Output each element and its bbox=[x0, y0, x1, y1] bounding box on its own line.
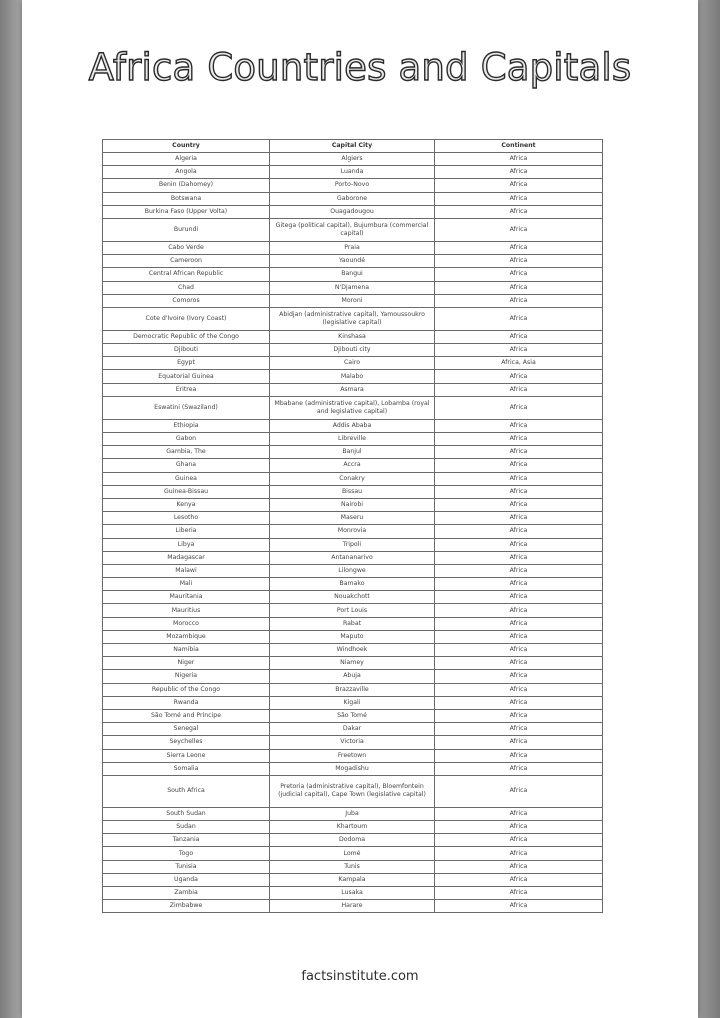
capital-cell: Gaborone bbox=[270, 192, 435, 205]
country-cell: Zimbabwe bbox=[103, 900, 270, 913]
country-cell: South Africa bbox=[103, 775, 270, 807]
capital-cell: Kampala bbox=[270, 873, 435, 886]
table-row bbox=[103, 419, 603, 432]
table-row bbox=[103, 512, 603, 525]
table-row bbox=[103, 205, 603, 218]
capital-cell: Port Louis bbox=[270, 604, 435, 617]
country-cell: Cameroon bbox=[103, 255, 270, 268]
table-row bbox=[103, 433, 603, 446]
continent-cell: Africa bbox=[435, 900, 603, 913]
country-cell: Senegal bbox=[103, 723, 270, 736]
table-row bbox=[103, 498, 603, 511]
capital-cell: São Tomé bbox=[270, 709, 435, 722]
table-row bbox=[103, 821, 603, 834]
country-cell: Comoros bbox=[103, 294, 270, 307]
continent-cell: Africa bbox=[435, 218, 603, 241]
capital-cell: Kigali bbox=[270, 696, 435, 709]
capital-cell: Lusaka bbox=[270, 887, 435, 900]
table-row bbox=[103, 344, 603, 357]
table-row bbox=[103, 383, 603, 396]
continent-cell: Africa bbox=[435, 821, 603, 834]
continent-cell: Africa bbox=[435, 630, 603, 643]
table-row bbox=[103, 887, 603, 900]
continent-cell: Africa bbox=[435, 485, 603, 498]
table-row bbox=[103, 644, 603, 657]
capital-cell: Nouakchott bbox=[270, 591, 435, 604]
table-row bbox=[103, 749, 603, 762]
continent-cell: Africa bbox=[435, 834, 603, 847]
table-row bbox=[103, 192, 603, 205]
capital-cell: Mbabane (administrative capital), Lobamba (royal and legislative capital) bbox=[270, 396, 435, 419]
capital-cell: Windhoek bbox=[270, 644, 435, 657]
continent-cell: Africa bbox=[435, 446, 603, 459]
country-cell: South Sudan bbox=[103, 807, 270, 820]
country-cell: Guinea-Bissau bbox=[103, 485, 270, 498]
capital-cell: Libreville bbox=[270, 433, 435, 446]
continent-cell: Africa bbox=[435, 807, 603, 820]
capital-cell: Harare bbox=[270, 900, 435, 913]
continent-cell: Africa bbox=[435, 657, 603, 670]
continent-cell: Africa bbox=[435, 459, 603, 472]
continent-cell: Africa bbox=[435, 179, 603, 192]
continent-cell: Africa bbox=[435, 512, 603, 525]
table-body bbox=[103, 153, 603, 913]
table-row bbox=[103, 762, 603, 775]
table-row bbox=[103, 357, 603, 370]
capital-cell: Conakry bbox=[270, 472, 435, 485]
continent-cell: Africa bbox=[435, 383, 603, 396]
capital-cell: Cairo bbox=[270, 357, 435, 370]
continent-cell: Africa bbox=[435, 205, 603, 218]
capital-cell: Malabo bbox=[270, 370, 435, 383]
capital-cell: Asmara bbox=[270, 383, 435, 396]
continent-cell: Africa bbox=[435, 847, 603, 860]
header-country: Country bbox=[103, 140, 270, 153]
country-cell: Sierra Leone bbox=[103, 749, 270, 762]
table-row bbox=[103, 657, 603, 670]
country-cell: Burkina Faso (Upper Volta) bbox=[103, 205, 270, 218]
continent-cell: Africa bbox=[435, 709, 603, 722]
continent-cell: Africa bbox=[435, 268, 603, 281]
country-cell: Lesotho bbox=[103, 512, 270, 525]
table-row bbox=[103, 564, 603, 577]
capital-cell: Khartoum bbox=[270, 821, 435, 834]
country-cell: Algeria bbox=[103, 153, 270, 166]
country-cell: Seychelles bbox=[103, 736, 270, 749]
country-cell: Benin (Dahomey) bbox=[103, 179, 270, 192]
continent-cell: Africa bbox=[435, 617, 603, 630]
country-cell: Niger bbox=[103, 657, 270, 670]
country-cell: Gabon bbox=[103, 433, 270, 446]
continent-cell: Africa bbox=[435, 591, 603, 604]
capital-cell: Mogadishu bbox=[270, 762, 435, 775]
table-row bbox=[103, 723, 603, 736]
capital-cell: Lilongwe bbox=[270, 564, 435, 577]
capital-cell: Praia bbox=[270, 241, 435, 254]
capital-cell: Banjul bbox=[270, 446, 435, 459]
continent-cell: Africa bbox=[435, 860, 603, 873]
continent-cell: Africa bbox=[435, 419, 603, 432]
country-cell: Democratic Republic of the Congo bbox=[103, 330, 270, 343]
capital-cell: Moroni bbox=[270, 294, 435, 307]
continent-cell: Africa bbox=[435, 281, 603, 294]
country-cell: Namibia bbox=[103, 644, 270, 657]
country-cell: Libya bbox=[103, 538, 270, 551]
country-cell: Cabo Verde bbox=[103, 241, 270, 254]
country-cell: Kenya bbox=[103, 498, 270, 511]
continent-cell: Africa bbox=[435, 370, 603, 383]
page-title: Africa Countries and Capitals bbox=[88, 46, 632, 89]
country-cell: Liberia bbox=[103, 525, 270, 538]
continent-cell: Africa bbox=[435, 538, 603, 551]
continent-cell: Africa bbox=[435, 670, 603, 683]
continent-cell: Africa bbox=[435, 723, 603, 736]
table-row bbox=[103, 900, 603, 913]
capital-cell: Bangui bbox=[270, 268, 435, 281]
capital-cell: Gitega (political capital), Bujumbura (commercial capital) bbox=[270, 218, 435, 241]
document-page bbox=[22, 0, 698, 1018]
table-header-row bbox=[103, 140, 603, 153]
table-row bbox=[103, 775, 603, 807]
continent-cell: Africa bbox=[435, 255, 603, 268]
table-row bbox=[103, 525, 603, 538]
capital-cell: Antananarivo bbox=[270, 551, 435, 564]
table-row bbox=[103, 617, 603, 630]
table-row bbox=[103, 630, 603, 643]
table-row bbox=[103, 446, 603, 459]
table-row bbox=[103, 670, 603, 683]
continent-cell: Africa bbox=[435, 330, 603, 343]
capital-cell: Maseru bbox=[270, 512, 435, 525]
capital-cell: Addis Ababa bbox=[270, 419, 435, 432]
country-cell: Guinea bbox=[103, 472, 270, 485]
country-cell: Tunisia bbox=[103, 860, 270, 873]
table-row bbox=[103, 307, 603, 330]
continent-cell: Africa bbox=[435, 578, 603, 591]
table-row bbox=[103, 281, 603, 294]
table-row bbox=[103, 218, 603, 241]
capital-cell: Juba bbox=[270, 807, 435, 820]
country-cell: Equatorial Guinea bbox=[103, 370, 270, 383]
country-cell: Togo bbox=[103, 847, 270, 860]
table-row bbox=[103, 873, 603, 886]
capital-cell: Maputo bbox=[270, 630, 435, 643]
continent-cell: Africa bbox=[435, 604, 603, 617]
table-row bbox=[103, 396, 603, 419]
country-cell: Angola bbox=[103, 166, 270, 179]
continent-cell: Africa bbox=[435, 564, 603, 577]
capital-cell: Brazzaville bbox=[270, 683, 435, 696]
capital-cell: Abuja bbox=[270, 670, 435, 683]
continent-cell: Africa bbox=[435, 762, 603, 775]
country-cell: Somalia bbox=[103, 762, 270, 775]
table-row bbox=[103, 736, 603, 749]
country-cell: Tanzania bbox=[103, 834, 270, 847]
country-cell: Chad bbox=[103, 281, 270, 294]
country-cell: Mauritius bbox=[103, 604, 270, 617]
capital-cell: Bissau bbox=[270, 485, 435, 498]
capital-cell: Tunis bbox=[270, 860, 435, 873]
country-cell: São Tomé and Príncipe bbox=[103, 709, 270, 722]
table-row bbox=[103, 578, 603, 591]
capital-cell: Monrovia bbox=[270, 525, 435, 538]
country-cell: Republic of the Congo bbox=[103, 683, 270, 696]
country-cell: Zambia bbox=[103, 887, 270, 900]
table-row bbox=[103, 459, 603, 472]
capital-cell: Djibouti city bbox=[270, 344, 435, 357]
footer-website: factsinstitute.com bbox=[301, 969, 419, 984]
table-row bbox=[103, 860, 603, 873]
countries-table bbox=[102, 139, 603, 913]
continent-cell: Africa bbox=[435, 192, 603, 205]
continent-cell: Africa bbox=[435, 644, 603, 657]
table-row bbox=[103, 709, 603, 722]
continent-cell: Africa bbox=[435, 873, 603, 886]
capital-cell: Bamako bbox=[270, 578, 435, 591]
capital-cell: Lomé bbox=[270, 847, 435, 860]
table-row bbox=[103, 255, 603, 268]
country-cell: Eritrea bbox=[103, 383, 270, 396]
table-row bbox=[103, 179, 603, 192]
table-row bbox=[103, 847, 603, 860]
country-cell: Mauritania bbox=[103, 591, 270, 604]
capital-cell: Pretoria (administrative capital), Bloemfontein (judicial capital), Cape Town (legislative capital) bbox=[270, 775, 435, 807]
country-cell: Mali bbox=[103, 578, 270, 591]
country-cell: Malawi bbox=[103, 564, 270, 577]
capital-cell: N'Djamena bbox=[270, 281, 435, 294]
country-cell: Ghana bbox=[103, 459, 270, 472]
capital-cell: Yaoundé bbox=[270, 255, 435, 268]
continent-cell: Africa bbox=[435, 887, 603, 900]
country-cell: Gambia, The bbox=[103, 446, 270, 459]
continent-cell: Africa bbox=[435, 344, 603, 357]
table-row bbox=[103, 241, 603, 254]
table-row bbox=[103, 834, 603, 847]
capital-cell: Algiers bbox=[270, 153, 435, 166]
country-cell: Botswana bbox=[103, 192, 270, 205]
continent-cell: Africa bbox=[435, 307, 603, 330]
country-cell: Cote d'Ivoire (Ivory Coast) bbox=[103, 307, 270, 330]
capital-cell: Accra bbox=[270, 459, 435, 472]
table-row bbox=[103, 294, 603, 307]
country-cell: Rwanda bbox=[103, 696, 270, 709]
country-cell: Central African Republic bbox=[103, 268, 270, 281]
continent-cell: Africa bbox=[435, 396, 603, 419]
capital-cell: Victoria bbox=[270, 736, 435, 749]
capital-cell: Nairobi bbox=[270, 498, 435, 511]
table-row bbox=[103, 166, 603, 179]
continent-cell: Africa bbox=[435, 433, 603, 446]
table-row bbox=[103, 268, 603, 281]
country-cell: Djibouti bbox=[103, 344, 270, 357]
continent-cell: Africa bbox=[435, 551, 603, 564]
continent-cell: Africa bbox=[435, 166, 603, 179]
capital-cell: Tripoli bbox=[270, 538, 435, 551]
capital-cell: Dodoma bbox=[270, 834, 435, 847]
capital-cell: Porto-Novo bbox=[270, 179, 435, 192]
country-cell: Nigeria bbox=[103, 670, 270, 683]
table-row bbox=[103, 604, 603, 617]
capital-cell: Freetown bbox=[270, 749, 435, 762]
continent-cell: Africa bbox=[435, 241, 603, 254]
capital-cell: Abidjan (administrative capital), Yamoussoukro (legislative capital) bbox=[270, 307, 435, 330]
continent-cell: Africa bbox=[435, 749, 603, 762]
continent-cell: Africa bbox=[435, 294, 603, 307]
capital-cell: Dakar bbox=[270, 723, 435, 736]
country-cell: Ethiopia bbox=[103, 419, 270, 432]
continent-cell: Africa bbox=[435, 696, 603, 709]
continent-cell: Africa bbox=[435, 498, 603, 511]
continent-cell: Africa bbox=[435, 525, 603, 538]
continent-cell: Africa bbox=[435, 736, 603, 749]
table-row bbox=[103, 538, 603, 551]
capital-cell: Luanda bbox=[270, 166, 435, 179]
capital-cell: Niamey bbox=[270, 657, 435, 670]
table-row bbox=[103, 472, 603, 485]
table-row bbox=[103, 696, 603, 709]
country-cell: Sudan bbox=[103, 821, 270, 834]
capital-cell: Rabat bbox=[270, 617, 435, 630]
country-cell: Morocco bbox=[103, 617, 270, 630]
table-row bbox=[103, 370, 603, 383]
table-row bbox=[103, 591, 603, 604]
continent-cell: Africa bbox=[435, 472, 603, 485]
table-row bbox=[103, 330, 603, 343]
country-cell: Burundi bbox=[103, 218, 270, 241]
continent-cell: Africa bbox=[435, 775, 603, 807]
country-cell: Egypt bbox=[103, 357, 270, 370]
table-row bbox=[103, 683, 603, 696]
table-row bbox=[103, 485, 603, 498]
capital-cell: Ouagadougou bbox=[270, 205, 435, 218]
table-row bbox=[103, 153, 603, 166]
header-continent: Continent bbox=[435, 140, 603, 153]
capital-cell: Kinshasa bbox=[270, 330, 435, 343]
country-cell: Eswatini (Swaziland) bbox=[103, 396, 270, 419]
continent-cell: Africa bbox=[435, 153, 603, 166]
country-cell: Mozambique bbox=[103, 630, 270, 643]
table-row bbox=[103, 551, 603, 564]
table-row bbox=[103, 807, 603, 820]
country-cell: Uganda bbox=[103, 873, 270, 886]
country-cell: Madagascar bbox=[103, 551, 270, 564]
header-capital-city: Capital City bbox=[270, 140, 435, 153]
continent-cell: Africa bbox=[435, 683, 603, 696]
continent-cell: Africa, Asia bbox=[435, 357, 603, 370]
